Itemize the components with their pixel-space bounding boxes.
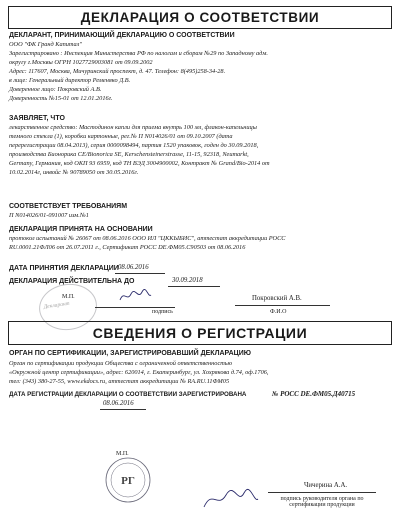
accept-date-value: 08.06.2016: [118, 264, 149, 271]
declarant-line: Доверенное лицо: Покровский А.В.: [9, 86, 102, 93]
org-line: Орган по сертификации продукции Общества с ограниченной ответственностью: [9, 360, 233, 367]
valid-until-value: 30.09.2018: [172, 277, 203, 284]
signature-label: подпись: [152, 309, 173, 315]
stamp-mp-label: М.П.: [62, 294, 75, 300]
svg-text:РГ: РГ: [121, 475, 135, 487]
declarant-line: Адрес: 117607, Москва, Мичуринский проспект, д. 47. Телефон: 8(495)258-34-28.: [9, 68, 226, 75]
declarant-line: в лице: Генеральный директор Ременяко Д.В.: [9, 77, 131, 84]
registration-title: СВЕДЕНИЯ О РЕГИСТРАЦИИ: [8, 321, 392, 345]
basis-header: ДЕКЛАРАЦИЯ ПРИНЯТА НА ОСНОВАНИИ: [9, 226, 153, 233]
claims-line: темного стекла (1), коробки картонные, рег.№ П N014026/01 от 09.10.2007 (дата: [9, 133, 233, 140]
declarant-header: ДЕКЛАРАНТ, ПРИНИМАЮЩИЙ ДЕКЛАРАЦИЮ О СООТВЕТСТВИИ: [9, 32, 235, 39]
org-signature: [200, 485, 260, 513]
declarant-stamp: Декларант: [36, 280, 100, 334]
org-line: «Окружной центр сертификации», адрес: 620014, г. Екатеринбург, ул. Хохрякова д.74, оф.1706,: [9, 369, 269, 376]
requirements-value: П N014026/01-091007 изм.№1: [9, 212, 89, 219]
declarant-line: Доверенность №15-01 от 12.01.2016г.: [9, 95, 113, 102]
org-header: ОРГАН ПО СЕРТИФИКАЦИИ, ЗАРЕГИСТРИРОВАВШИЙ ДЕКЛАРАЦИЮ: [9, 350, 252, 357]
org-line: тел: (343) 380-27-55, www.ekdocs.ru, аттестат аккредитации № RA.RU.11ФМ05: [9, 378, 230, 385]
fio-label: Ф.И.О: [270, 309, 287, 315]
registration-date: 08.06.2016: [103, 400, 134, 407]
signer-name: Покровский А.В.: [252, 295, 302, 302]
registration-label: ДАТА РЕГИСТРАЦИИ ДЕКЛАРАЦИИ О СООТВЕТСТВИИ ЗАРЕГИСТРИРОВАНА: [9, 391, 247, 398]
claims-line: 10.02.2014г, инвойс № 90789050 от 30.05.2016г.: [9, 169, 139, 176]
claims-line: лекарственное средство: Мастодинон капли для приема внутрь 100 мл, флакон-капельницы: [9, 124, 257, 131]
declarant-signature: [118, 288, 152, 304]
org-signer-name: Чичерина А.А.: [304, 482, 348, 489]
claims-header: ЗАЯВЛЯЕТ, ЧТО: [9, 115, 65, 122]
valid-until-label: ДЕКЛАРАЦИЯ ДЕЙСТВИТЕЛЬНА ДО: [9, 278, 135, 285]
basis-line: протокол испытаний № 26067 от 08.06.2016 ООО ИЛ "ЦККЫБИС", аттестат аккредитации РОСС: [9, 235, 286, 242]
document-title: ДЕКЛАРАЦИЯ О СООТВЕТСТВИИ: [8, 6, 392, 29]
seal-mp-label: М.П.: [116, 451, 129, 457]
certification-seal: [104, 456, 152, 504]
claims-line: производства Бионорика СЕ/Bionorica SE, Kerschensteinerstrasse, 11-15, 92318, Neumarkt,: [9, 151, 249, 158]
claims-line: перерегистрации 08.04.2013), серия 0000098494, партия 1520 упаковок, годен до 30.09.2018,: [9, 142, 259, 149]
accept-date-label: ДАТА ПРИНЯТИЯ ДЕКЛАРАЦИИ: [9, 265, 119, 272]
declarant-line: Зарегистрировано : Инспекция Министерства РФ по налогам и сборам №29 по Западному адм.: [9, 50, 268, 57]
org-sign-label: подпись руководителя органа по сертификации продукции: [280, 496, 364, 508]
claims-line: Germany, Германия, код ОКП 93 6959, код ТН ВЭД 3004900002, Контракт № Grand/Bio-2014 от: [9, 160, 270, 167]
declarant-line: ООО "ФК Гранд Капитал": [9, 41, 83, 48]
registration-number: № РОСС DE.ФМ05.Д40715: [272, 390, 356, 398]
declarant-line: округу г.Москвы ОГРН 1027729003081 от 09.09.2002: [9, 59, 153, 66]
basis-line: RU.0001.21ФЛ06 от 26.07.2011 г., Сертификат РОСС DE.ФМ05.С90503 от 08.06.2016: [9, 244, 246, 251]
requirements-header: СООТВЕТСТВУЕТ ТРЕБОВАНИЯМ: [9, 203, 128, 210]
